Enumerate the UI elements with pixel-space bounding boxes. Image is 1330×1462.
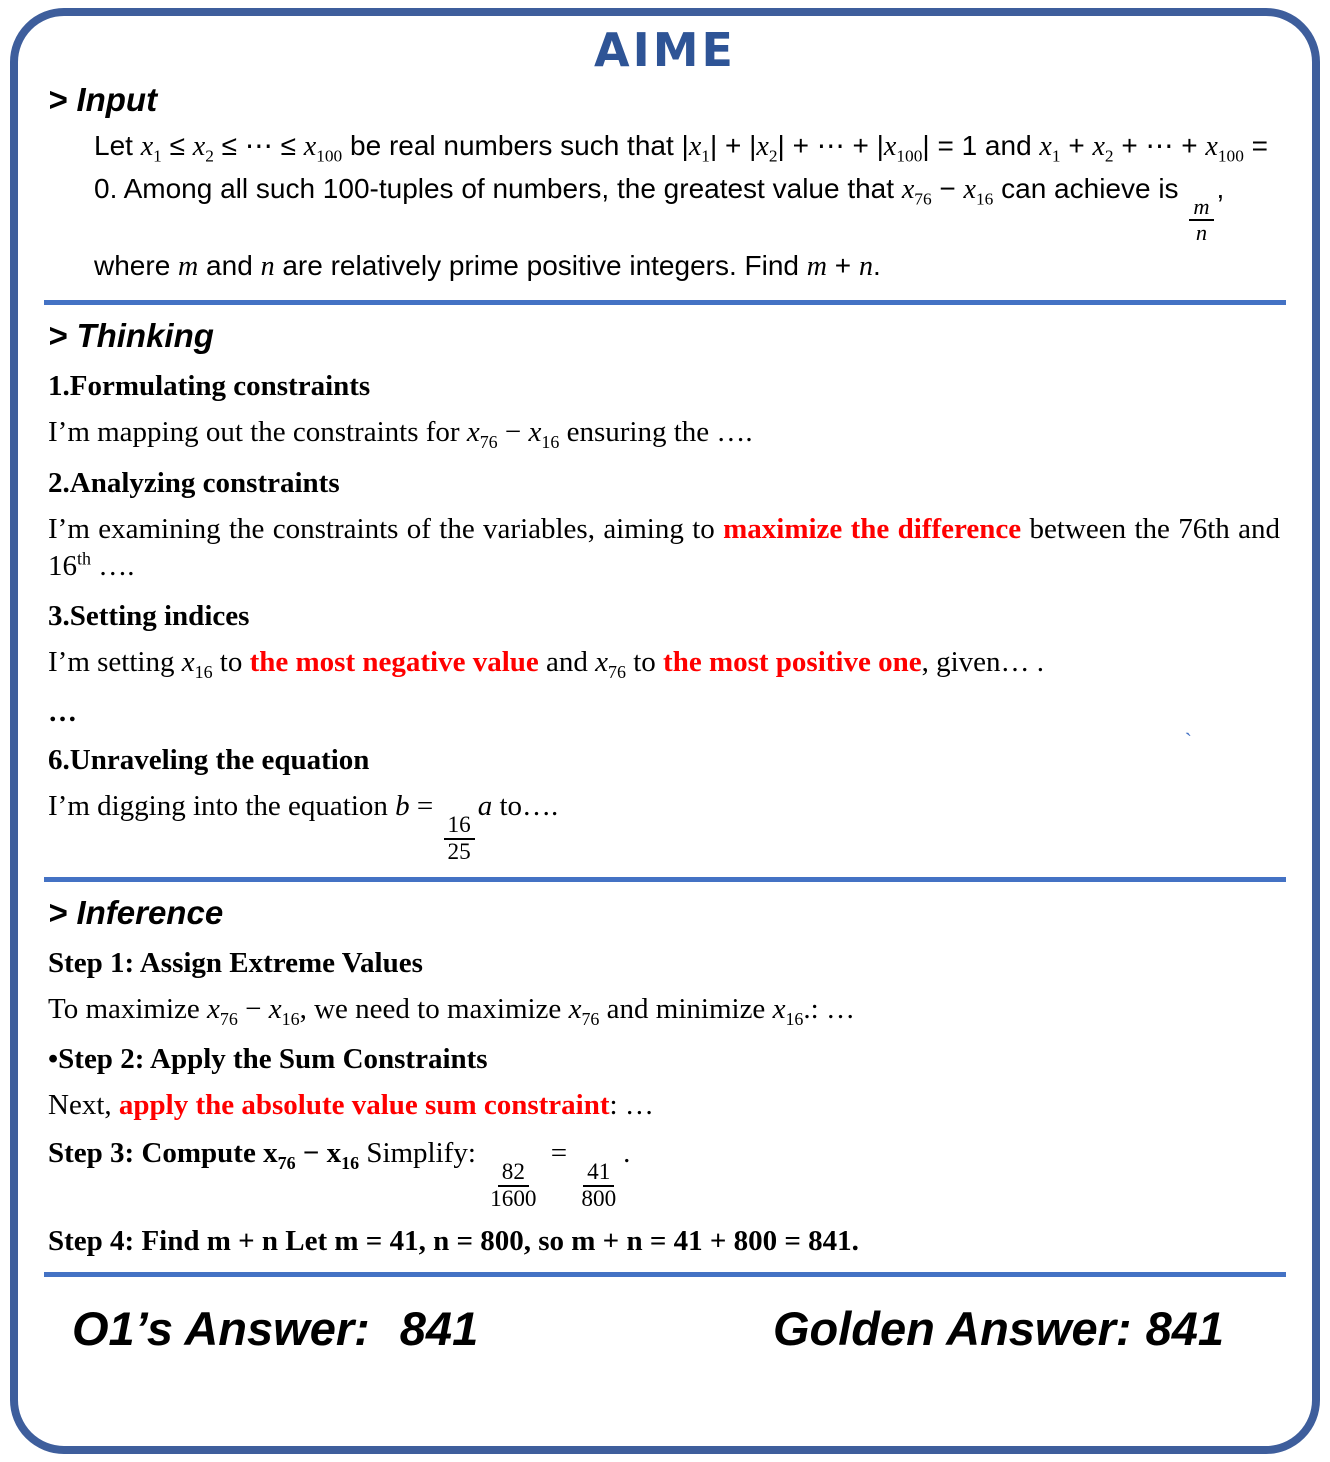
paragraph: I’m setting $x_{16}$ to the most negative value and $x_{76}$ to the most positive one, given… . (48, 645, 1045, 682)
fraction: $\frac{16}{25}$ (444, 813, 475, 865)
paragraph: I’m examining the constraints of the variables, aiming to maximize the difference between the 76th and 16th …. (48, 512, 1280, 582)
paragraph: Step 3: Compute $x_{76} - x_{16}$ Simplify: $\frac{82}{1600}$ = $\frac{41}{800}$ . (48, 1136, 631, 1212)
subsection-heading: Step 1: Assign Extreme Values (48, 946, 423, 979)
inference-blocks (48, 947, 1282, 1260)
o1-answer-label: O1’s Answer: (72, 1301, 370, 1355)
paragraph: Next, apply the absolute value sum constraint: … (48, 1088, 654, 1121)
subsection-heading: 3.Setting indices (48, 599, 250, 632)
paragraph: I’m digging into the equation b = $\frac{16}{25}$ a to…. (48, 789, 559, 865)
paragraph: Step 4: Find m + n Let m = 41, n = 800, so m + n = 41 + 800 = 841. (48, 1224, 859, 1257)
fraction: $\frac{m}{n}$ (1189, 195, 1213, 245)
fraction: $\frac{82}{1600}$ (490, 1158, 537, 1212)
subsection-heading: •Step 2: Apply the Sum Constraints (48, 1042, 488, 1075)
section-divider (44, 877, 1286, 882)
figure-title: AIME (594, 23, 736, 77)
fraction: $\frac{41}{800}$ (581, 1158, 617, 1212)
golden-answer-value: 841 (1145, 1301, 1224, 1355)
inference-section-heading: > Inference (48, 893, 224, 931)
golden-answer (773, 1301, 1224, 1356)
golden-answer-label: Golden Answer: (772, 1301, 1132, 1355)
subsection-heading: 1.Formulating constraints (48, 370, 371, 403)
subsection-heading: … (48, 695, 77, 728)
section-divider (44, 300, 1286, 305)
o1-answer-value: 841 (399, 1301, 479, 1355)
subsection-heading: 2.Analyzing constraints (48, 466, 340, 499)
input-section-heading: > Input (48, 80, 158, 118)
stray-accent-mark: ` (1184, 728, 1192, 753)
paragraph: To maximize $x_{76} - x_{16}$, we need to maximize $x_{76}$ and minimize $x_{16}$.: … (48, 992, 855, 1029)
section-divider (44, 1272, 1286, 1277)
subsection-heading: 6.Unraveling the equation (48, 743, 370, 776)
thinking-blocks (48, 370, 1282, 864)
input-problem-text: Let $x_1 \le x_2$ ≤ ⋯ ≤ $x_{100}$ be real numbers such that $|x_1| + |x_2|$ + ⋯ + $|x_{100}| = 1$ and $x_1 + x_2$ + ⋯ + $x_{100} = 0$. Among all such 100-tuples of numbers, the greatest value that $x_{76} - x_{16}$ can achieve is $\frac{m}{n}$ , where m and n are relatively prime positive integers. Find m + n. (94, 129, 1269, 283)
answers-row (48, 1289, 1282, 1356)
o1-answer (72, 1301, 478, 1356)
thinking-section-heading: > Thinking (48, 317, 214, 355)
paragraph: I’m mapping out the constraints for $x_{76} - x_{16}$ ensuring the …. (48, 416, 753, 453)
figure-frame (10, 8, 1320, 1454)
